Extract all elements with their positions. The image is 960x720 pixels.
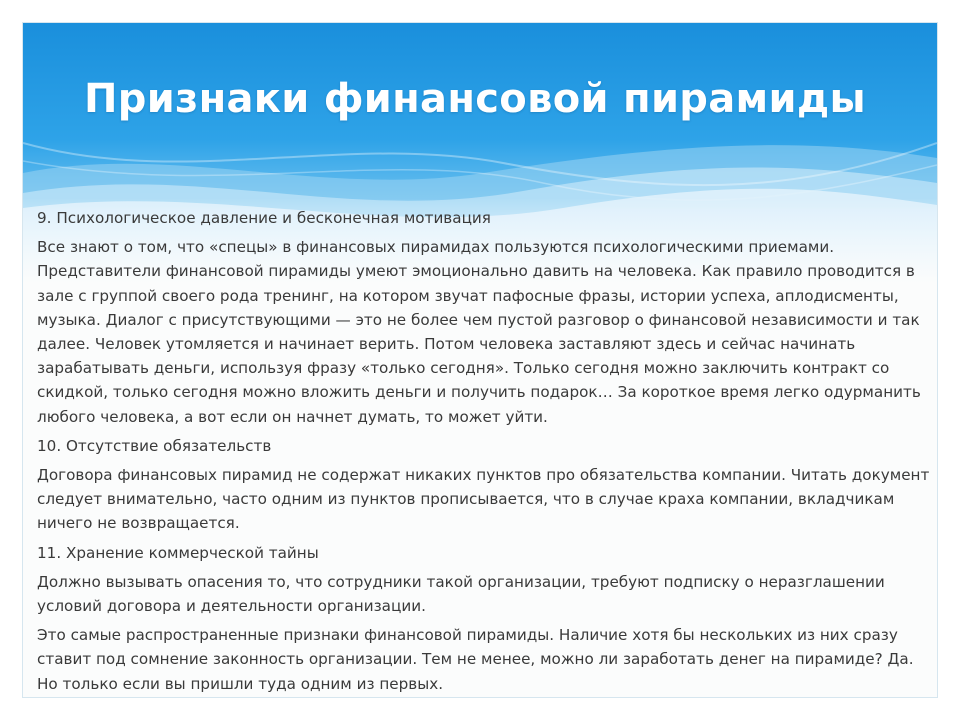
heading-item-10: 10. Отсутствие обязательств	[37, 436, 272, 455]
slide-body	[37, 206, 937, 701]
heading-item-9: 9. Психологическое давление и бесконечная мотивация	[37, 209, 491, 227]
page-title: Признаки финансовой пирамиды	[84, 76, 866, 122]
paragraph-item-10: Договора финансовых пирамид не содержат никаких пунктов про обязательства компании. Читать документ следует внимательно, часто одним из пунктов прописывается, что в случае краха компании, вкладчикам ничего не возвращается.	[37, 466, 930, 533]
paragraph-item-11: Должно вызывать опасения то, что сотрудники такой организации, требуют подписку о неразглашении условий договора и деятельности организации.	[37, 572, 885, 616]
conclusion-paragraph: Это самые распространенные признаки финансовой пирамиды. Наличие хотя бы нескольких из них сразу ставит под сомнение законность организации. Тем не менее, можно ли заработать денег на пирамиде? Да. Но только если вы пришли туда одним из первых.	[37, 626, 914, 693]
paragraph-item-9: Все знают о том, что «спецы» в финансовых пирамидах пользуются психологическими приемами. Представители финансовой пирамиды умеют эмоционально давить на человека. Как правило проводится в зале с группой своего рода тренинг, на котором звучат пафосные фразы, истории успеха, аплодисменты, музыка. Диалог с присутствующими — это не более чем пустой разговор о финансовой независимости и так далее. Человек утомляется и начинает верить. Потом человека заставляют здесь и сейчас начинать зарабатывать деньги, используя фразу «только сегодня». Только сегодня можно заключить контракт со скидкой, только сегодня можно вложить деньги и получить подарок… За короткое время легко одурманить любого человека, а вот если он начнет думать, то может уйти.	[37, 238, 921, 426]
heading-item-11: 11. Хранение коммерческой тайны	[37, 543, 319, 562]
